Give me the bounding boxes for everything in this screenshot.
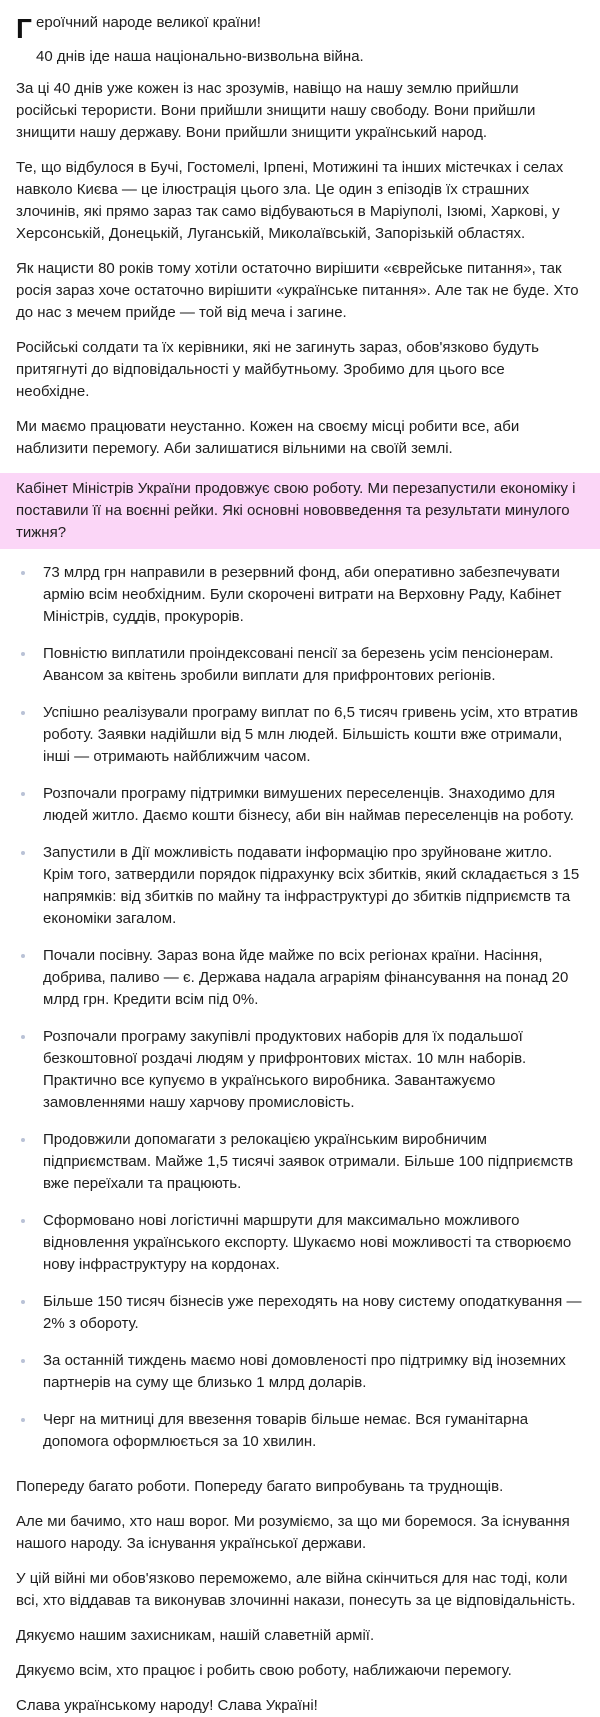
list-item: Продовжили допомагати з релокацією українським виробничим підприємствам. Майже 1,5 тисячі заявок отримали. Більше 100 підприємств вже переїхали та працюють. bbox=[16, 1129, 582, 1195]
list-item: Запустили в Дії можливість подавати інформацію про зруйноване житло. Крім того, затвердили порядок підрахунку всіх збитків, який складається з 15 напрямків: від збитків по майну та інфраструктурі до збитків підприємств та економіки загалом. bbox=[16, 842, 582, 930]
paragraph: Російські солдати та їх керівники, які не загинуть зараз, обов'язково будуть притягнуті до відповідальності у майбутньому. Зробимо для цього все необхідне. bbox=[16, 339, 539, 400]
lead-sentence: 40 днів іде наша національно-визвольна війна. bbox=[36, 48, 364, 65]
paragraph: За ці 40 днів уже кожен із нас зрозумів, навіщо на нашу землю прийшли російські терористи. Вони прийшли знищити нашу свободу. Вони прийшли знищити нашу державу. Вони прийшли знищити український народ. bbox=[16, 80, 536, 141]
list-item: Розпочали програму закупівлі продуктових наборів для їх подальшої безкоштовної роздачі людям у прифронтових містах. 10 млн наборів. Практично все купуємо в українського виробника. Завантажуємо замовленнями нашу харчову промисловість. bbox=[16, 1026, 582, 1114]
highlight-block bbox=[0, 473, 600, 549]
list-item: Повністю виплатили проіндексовані пенсії за березень усім пенсіонерам. Авансом за квітень зробили виплати для прифронтових регіонів. bbox=[16, 643, 582, 687]
drop-cap: Г bbox=[16, 13, 32, 44]
highlight-text: Кабінет Міністрів України продовжує свою роботу. Ми перезапустили економіку і поставили її на воєнні рейки. Які основні нововведення та результати минулого тижня? bbox=[16, 480, 576, 541]
paragraph: Ми маємо працювати неустанно. Кожен на своєму місці робити все, аби наблизити перемогу. Аби залишатися вільними на своїй землі. bbox=[16, 418, 520, 457]
list-item: Сформовано нові логістичні маршрути для максимально можливого відновлення українського експорту. Шукаємо нові можливості та створюємо нову інфраструктуру на кордонах. bbox=[16, 1210, 582, 1276]
list-item: 73 млрд грн направили в резервний фонд, аби оперативно забезпечувати армію всім необхідним. Були скорочені витрати на Верховну Раду, Кабінет Міністрів, суддів, прокурорів. bbox=[16, 562, 582, 628]
results-list bbox=[16, 562, 582, 1453]
list-item: Успішно реалізували програму виплат по 6,5 тисяч гривень усім, хто втратив роботу. Заявки надійшли від 5 млн людей. Більшість кошти вже отримали, інші — отримають найближчим часом. bbox=[16, 702, 582, 768]
paragraph: Як нацисти 80 років тому хотіли остаточно вирішити «єврейське питання», так росія зараз хоче остаточно вирішити «українське питання». Але так не буде. Хто до нас з мечем прийде — той від меча і загине. bbox=[16, 260, 579, 321]
greeting: ероїчний народе великої країни! bbox=[36, 14, 261, 31]
list-item: За останній тиждень маємо нові домовленості про підтримку від іноземних партнерів на суму ще близько 1 млрд доларів. bbox=[16, 1350, 582, 1394]
article-lead bbox=[16, 12, 582, 68]
closing-slogan: Слава українському народу! Слава Україні! bbox=[16, 1697, 318, 1714]
paragraph: Дякуємо всім, хто працює і робить свою роботу, наближаючи перемогу. bbox=[16, 1662, 512, 1679]
paragraph: У цій війні ми обов'язково переможемо, але війна скінчиться для нас тоді, коли всі, хто віддавав та виконував злочинні накази, понесуть за це відповідальність. bbox=[16, 1570, 576, 1609]
paragraph: Але ми бачимо, хто наш ворог. Ми розуміємо, за що ми боремося. За існування нашого народу. За існування української держави. bbox=[16, 1513, 570, 1552]
paragraph: Дякуємо нашим захисникам, нашій славетній армії. bbox=[16, 1627, 375, 1644]
list-item: Почали посівну. Зараз вона йде майже по всіх регіонах країни. Насіння, добрива, паливо — є. Держава надала аграріям фінансування на понад 20 млрд грн. Кредити всім під 0%. bbox=[16, 945, 582, 1011]
closing-section bbox=[16, 1476, 582, 1717]
paragraph: Те, що відбулося в Бучі, Гостомелі, Ірпені, Мотижині та інших містечках і селах навколо Києва — це ілюстрація цього зла. Це один з епізодів їх страшних злочинів, які прямо зараз так само відбуваються в Маріуполі, Ізюмі, Харкові, у Херсонській, Донецькій, Луганській, Миколаївській, Запорізькій областях. bbox=[16, 159, 564, 242]
list-item: Більше 150 тисяч бізнесів уже переходять на нову систему оподаткування — 2% з обороту. bbox=[16, 1291, 582, 1335]
list-item: Черг на митниці для ввезення товарів більше немає. Вся гуманітарна допомога оформлюється за 10 хвилин. bbox=[16, 1409, 582, 1453]
list-item: Розпочали програму підтримки вимушених переселенців. Знаходимо для людей житло. Даємо кошти бізнесу, аби він наймав переселенців на роботу. bbox=[16, 783, 582, 827]
paragraph: Попереду багато роботи. Попереду багато випробувань та труднощів. bbox=[16, 1478, 504, 1495]
